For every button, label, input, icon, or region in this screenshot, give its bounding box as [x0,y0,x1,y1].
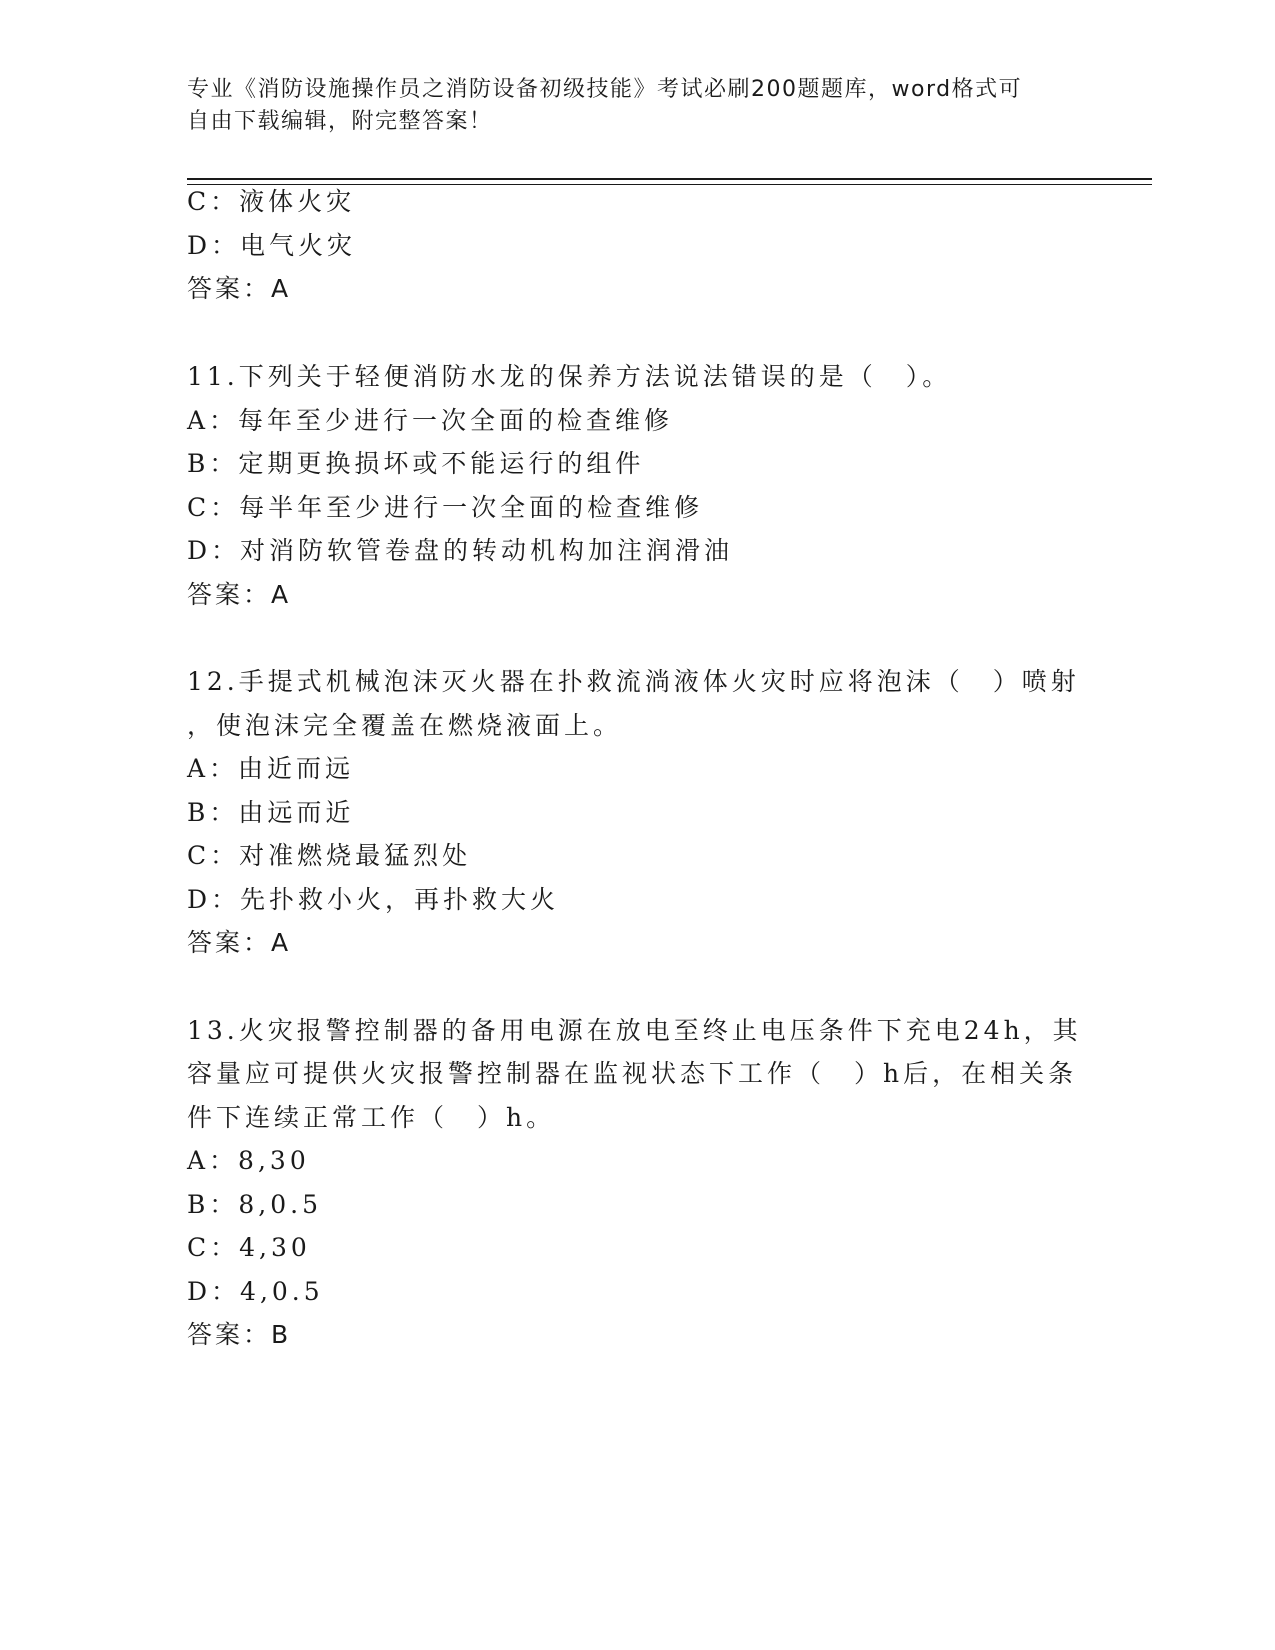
question-11-option-b: B：定期更换损坏或不能运行的组件 [187,449,645,478]
question-12-option-d: D：先扑救小火，再扑救大火 [187,885,560,914]
question-13-option-b: B：8,0.5 [187,1190,322,1219]
question-12-stem-line-2: ，使泡沫完全覆盖在燃烧液面上。 [187,711,623,740]
header-divider-thick [187,178,1152,180]
prev-option-c: C：液体火灾 [187,187,356,216]
question-13-option-c: C：4,30 [187,1233,311,1262]
question-13-stem-line-3: 件下连续正常工作（ ）h。 [187,1103,556,1132]
question-13-answer: 答案：B [187,1320,292,1349]
question-13-stem-line-1: 13.火灾报警控制器的备用电源在放电至终止电压条件下充电24h，其 [187,1016,1082,1045]
question-11-option-a: A：每年至少进行一次全面的检查维修 [187,406,674,435]
question-12-stem-line-1: 12.手提式机械泡沫灭火器在扑救流淌液体火灾时应将泡沫（ ）喷射 [187,667,1080,696]
prev-answer: 答案：A [187,274,292,303]
question-13-option-a: A：8,30 [187,1146,310,1175]
header-line-2: 自由下载编辑，附完整答案！ [187,109,493,134]
prev-option-d: D：电气火灾 [187,231,357,260]
header-divider-thin [187,184,1152,185]
header-line-1: 专业《消防设施操作员之消防设备初级技能》考试必刷200题题库，word格式可 [187,77,1023,102]
question-13-stem-line-2: 容量应可提供火灾报警控制器在监视状态下工作（ ）h后，在相关条 [187,1059,1078,1088]
question-12-option-b: B：由远而近 [187,798,355,827]
question-12-option-c: C：对准燃烧最猛烈处 [187,841,472,870]
question-13-option-d: D：4,0.5 [187,1277,324,1306]
question-11-stem: 11.下列关于轻便消防水龙的保养方法说法错误的是（ ）。 [187,362,952,391]
question-12-answer: 答案：A [187,928,292,957]
question-11-option-d: D：对消防软管卷盘的转动机构加注润滑油 [187,536,734,565]
question-11-option-c: C：每半年至少进行一次全面的检查维修 [187,493,704,522]
document-header [187,74,1067,138]
question-11-answer: 答案：A [187,580,292,609]
question-12-option-a: A：由近而远 [187,754,355,783]
